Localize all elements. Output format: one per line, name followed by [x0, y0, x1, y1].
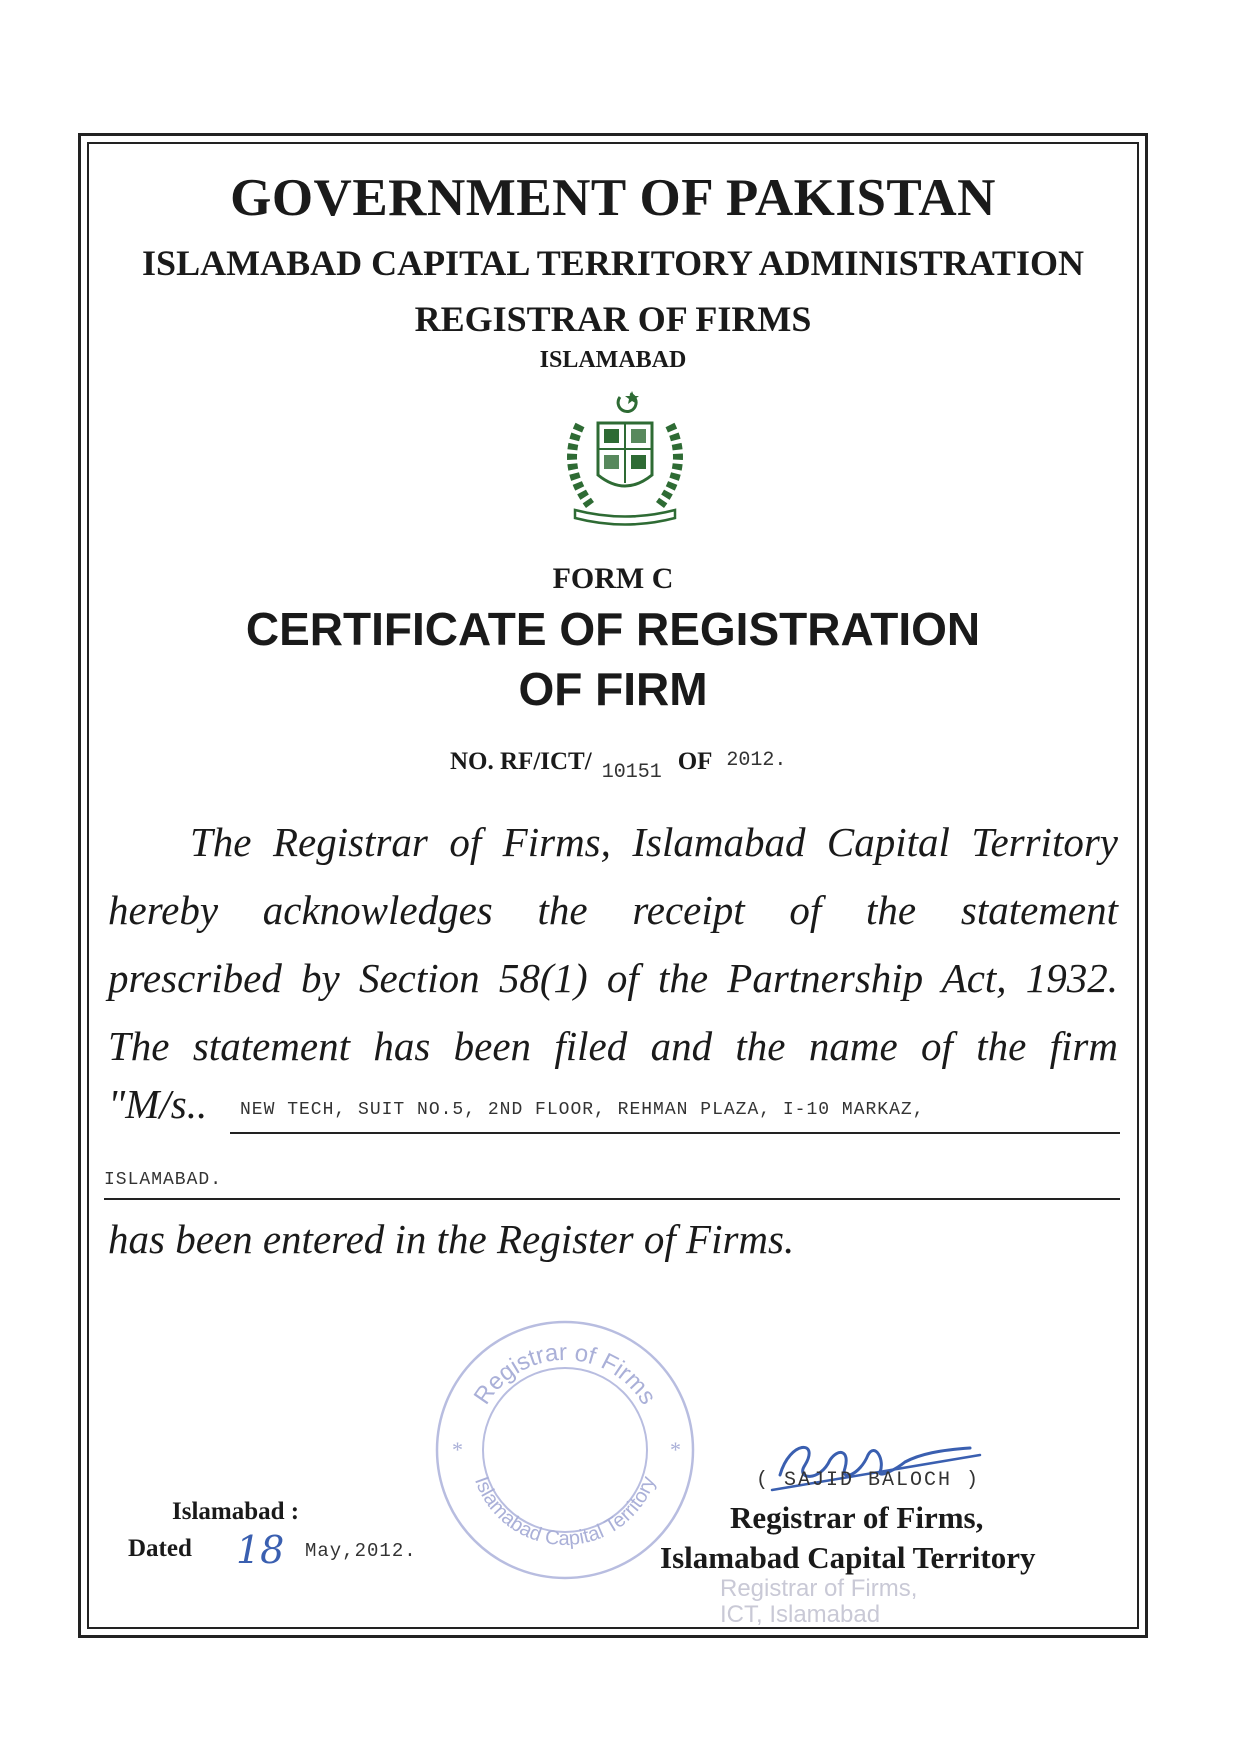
faded-stamp-line2: ICT, Islamabad	[720, 1601, 881, 1628]
firm-underline-2	[104, 1198, 1120, 1200]
svg-text:Registrar of Firms	[469, 1339, 662, 1409]
registration-number-line	[450, 748, 787, 784]
firm-address-city: ISLAMABAD.	[104, 1170, 223, 1190]
dated-label: Dated	[128, 1535, 192, 1562]
svg-text:Islamabad Capital Territory	[470, 1474, 660, 1550]
faded-stamp-line1: Registrar of Firms,	[720, 1575, 918, 1602]
header-administration: ISLAMABAD CAPITAL TERRITORY ADMINISTRATION	[142, 243, 1084, 283]
dated-month-year: May,2012.	[305, 1540, 417, 1562]
signatory-title-line1: Registrar of Firms,	[730, 1500, 984, 1535]
body-line-2: hereby acknowledges the receipt of the statement	[108, 887, 1118, 933]
certificate-title-line2: OF FIRM	[518, 663, 708, 715]
signatory-title-line2: Islamabad Capital Territory	[660, 1540, 1036, 1575]
registration-year: 2012.	[726, 749, 787, 772]
body-closing-line: has been entered in the Register of Firms.	[108, 1216, 795, 1262]
body-line-4: The statement has been filed and the name of the firm	[108, 1023, 1118, 1069]
dated-day-handwritten: 18	[236, 1528, 285, 1572]
certificate-title-line1: CERTIFICATE OF REGISTRATION	[245, 603, 981, 655]
body-line-3: prescribed by Section 58(1) of the Partnership Act, 1932.	[108, 955, 1118, 1001]
header-government: GOVERNMENT OF PAKISTAN	[230, 169, 996, 227]
form-label: FORM C	[552, 562, 674, 595]
svg-text:*: *	[670, 1437, 681, 1462]
faded-stamp-text	[720, 1576, 917, 1628]
header-registrar: REGISTRAR OF FIRMS	[414, 299, 812, 339]
registration-number: 10151	[601, 761, 662, 784]
firm-name-address: NEW TECH, SUIT NO.5, 2ND FLOOR, REHMAN PLAZA, I-10 MARKAZ,	[240, 1100, 925, 1120]
state-emblem-icon	[550, 385, 700, 535]
signatory-name: ( SAJID BALOCH )	[756, 1469, 981, 1492]
seal-text-top: Registrar of Firms	[468, 1338, 662, 1410]
registration-of-label: OF	[677, 748, 713, 775]
seal-text-bottom: Islamabad Capital Territory	[470, 1473, 661, 1551]
firm-label: "M/s..	[108, 1081, 208, 1127]
registration-prefix: NO. RF/ICT/	[450, 748, 592, 775]
body-line-1: The Registrar of Firms, Islamabad Capital Territory	[190, 819, 1118, 865]
place-label: Islamabad :	[172, 1498, 300, 1525]
header-city: ISLAMABAD	[539, 347, 687, 373]
firm-underline	[230, 1132, 1120, 1134]
svg-text:*: *	[452, 1437, 463, 1462]
